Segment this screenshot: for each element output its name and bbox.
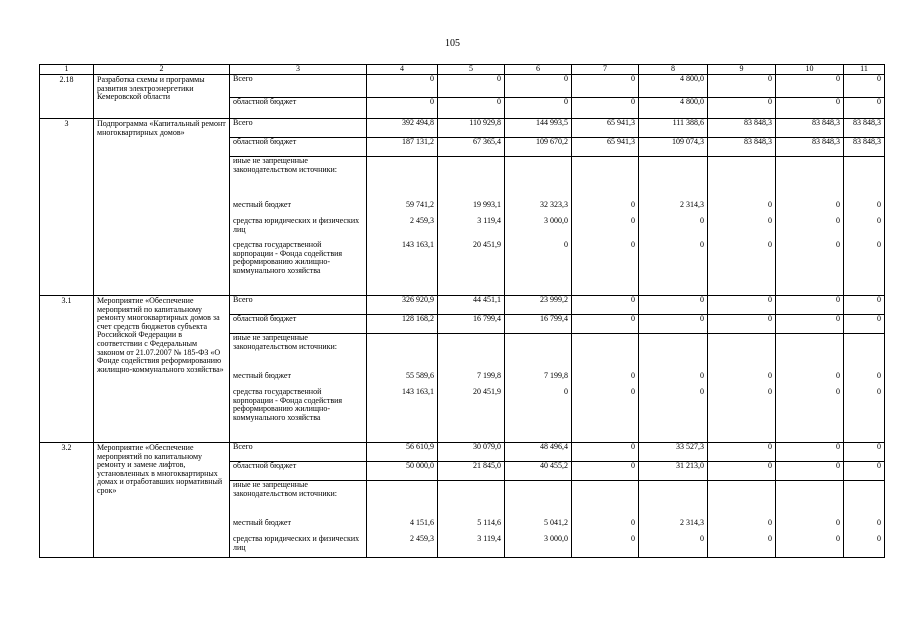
table-row	[40, 119, 885, 138]
value-cell	[844, 75, 885, 98]
amount-value	[639, 157, 707, 201]
amount-value: 83 848,3	[853, 119, 881, 127]
item-name: Подпрограмма «Капитальный ремонт многоквартирных домов»	[94, 119, 230, 296]
value-cell	[639, 119, 708, 138]
value-cell	[844, 443, 885, 462]
value-cell	[505, 157, 572, 296]
value-cell	[639, 296, 708, 315]
amount-value: 0	[631, 535, 635, 543]
funding-source-label: местный бюджет	[233, 372, 291, 380]
amount-value: 0	[631, 462, 635, 470]
row-number: 3	[40, 119, 94, 296]
amount-value: 143 163,1	[402, 241, 434, 249]
value-cell	[844, 315, 885, 334]
value-cell	[572, 481, 639, 558]
value-cell	[776, 119, 844, 138]
amount-value: 0	[877, 372, 881, 380]
amount-value: 0	[836, 201, 840, 209]
table-row	[40, 75, 885, 98]
value-cell	[844, 138, 885, 157]
amount-value	[438, 157, 504, 201]
value-cell	[505, 334, 572, 443]
value-cell	[708, 119, 776, 138]
value-cell	[367, 334, 438, 443]
amount-value: 0	[768, 98, 772, 106]
amount-value: 0	[700, 296, 704, 304]
value-cell	[505, 462, 572, 481]
amount-value	[367, 157, 437, 201]
funding-source-label: Всего	[233, 119, 253, 127]
amount-value: 0	[877, 315, 881, 323]
value-cell	[708, 75, 776, 98]
amount-value: 0	[564, 241, 568, 249]
amount-value: 0	[768, 443, 772, 451]
amount-value: 0	[877, 535, 881, 543]
value-cell	[708, 315, 776, 334]
value-cell	[367, 462, 438, 481]
value-cell	[572, 443, 639, 462]
amount-value: 40 455,2	[540, 462, 568, 470]
amount-value: 0	[631, 388, 635, 396]
amount-value	[367, 481, 437, 519]
amount-value: 21 845,0	[473, 462, 501, 470]
amount-value: 0	[877, 519, 881, 527]
amount-value: 0	[836, 98, 840, 106]
amount-value	[572, 334, 638, 372]
amount-value: 56 610,9	[406, 443, 434, 451]
amount-value: 19 993,1	[473, 201, 501, 209]
value-cell	[367, 443, 438, 462]
amount-value: 0	[631, 296, 635, 304]
amount-value: 5 041,2	[544, 519, 568, 527]
value-cell	[776, 75, 844, 98]
amount-value: 0	[700, 315, 704, 323]
value-cell	[844, 462, 885, 481]
amount-value: 83 848,3	[853, 138, 881, 146]
funding-source-label: иные не запрещенные законодательством источники:	[233, 334, 338, 351]
amount-value: 59 741,2	[406, 201, 434, 209]
amount-value	[776, 481, 843, 519]
amount-value: 0	[631, 443, 635, 451]
funding-source-label: областной бюджет	[233, 315, 297, 323]
value-cell	[639, 138, 708, 157]
amount-value	[505, 334, 571, 372]
amount-value: 4 800,0	[680, 75, 704, 83]
amount-value: 65 941,3	[607, 119, 635, 127]
value-cell	[708, 296, 776, 315]
value-cell	[844, 157, 885, 296]
row-number: 3.2	[40, 443, 94, 558]
value-cell	[438, 138, 505, 157]
value-cell	[572, 315, 639, 334]
value-cell	[776, 443, 844, 462]
value-cell	[708, 481, 776, 558]
funding-source-cell	[230, 138, 367, 157]
amount-value: 187 131,2	[402, 138, 434, 146]
amount-value: 4 151,6	[410, 519, 434, 527]
amount-value: 0	[497, 75, 501, 83]
value-cell	[776, 462, 844, 481]
table-body	[40, 65, 885, 558]
funding-source-label: иные не запрещенные законодательством источники:	[233, 481, 338, 498]
amount-value: 33 527,3	[676, 443, 704, 451]
value-cell	[438, 462, 505, 481]
value-cell	[367, 481, 438, 558]
amount-value: 0	[631, 98, 635, 106]
funding-source-cell	[230, 334, 367, 443]
amount-value: 3 000,0	[544, 217, 568, 225]
funding-source-cell	[230, 75, 367, 98]
amount-value: 0	[768, 241, 772, 249]
amount-value: 0	[836, 372, 840, 380]
amount-value: 0	[877, 98, 881, 106]
value-cell	[639, 75, 708, 98]
funding-source-label: Всего	[233, 75, 253, 83]
value-cell	[367, 75, 438, 98]
amount-value: 0	[877, 201, 881, 209]
amount-value: 48 496,4	[540, 443, 568, 451]
amount-value	[844, 481, 884, 519]
amount-value: 7 199,8	[477, 372, 501, 380]
amount-value: 0	[768, 217, 772, 225]
amount-value: 0	[631, 217, 635, 225]
amount-value: 5 114,6	[477, 519, 501, 527]
value-cell	[639, 98, 708, 119]
amount-value: 0	[768, 388, 772, 396]
value-cell	[844, 119, 885, 138]
column-number-header: 2	[94, 65, 230, 75]
amount-value: 2 459,3	[410, 535, 434, 543]
value-cell	[505, 138, 572, 157]
amount-value: 0	[877, 296, 881, 304]
amount-value	[438, 481, 504, 519]
value-cell	[844, 98, 885, 119]
amount-value: 16 799,4	[473, 315, 501, 323]
funding-source-label: областной бюджет	[233, 462, 297, 470]
amount-value: 0	[768, 296, 772, 304]
value-cell	[505, 75, 572, 98]
amount-value: 3 119,4	[477, 217, 501, 225]
amount-value	[438, 334, 504, 372]
value-cell	[505, 119, 572, 138]
value-cell	[776, 157, 844, 296]
amount-value: 0	[877, 388, 881, 396]
column-number-header: 9	[708, 65, 776, 75]
amount-value: 3 119,4	[477, 535, 501, 543]
amount-value: 2 459,3	[410, 217, 434, 225]
value-cell	[572, 98, 639, 119]
funding-source-label: местный бюджет	[233, 201, 291, 209]
amount-value: 0	[836, 296, 840, 304]
value-cell	[708, 334, 776, 443]
funding-source-cell	[230, 481, 367, 558]
amount-value: 0	[631, 241, 635, 249]
value-cell	[708, 157, 776, 296]
funding-source-cell	[230, 462, 367, 481]
column-number-header: 7	[572, 65, 639, 75]
amount-value: 0	[877, 75, 881, 83]
value-cell	[367, 315, 438, 334]
amount-value: 83 848,3	[812, 119, 840, 127]
value-cell	[639, 315, 708, 334]
amount-value: 0	[631, 315, 635, 323]
value-cell	[505, 296, 572, 315]
value-cell	[505, 98, 572, 119]
amount-value: 0	[836, 241, 840, 249]
amount-value	[708, 334, 775, 372]
value-cell	[776, 315, 844, 334]
row-number: 2.18	[40, 75, 94, 119]
value-cell	[844, 296, 885, 315]
amount-value: 23 999,2	[540, 296, 568, 304]
funding-source-cell	[230, 119, 367, 138]
value-cell	[639, 157, 708, 296]
amount-value: 0	[497, 98, 501, 106]
amount-value: 0	[768, 75, 772, 83]
value-cell	[438, 334, 505, 443]
value-cell	[367, 296, 438, 315]
value-cell	[639, 481, 708, 558]
column-number-header: 1	[40, 65, 94, 75]
amount-value: 2 314,3	[680, 201, 704, 209]
amount-value: 0	[836, 315, 840, 323]
amount-value: 0	[768, 535, 772, 543]
amount-value: 20 451,9	[473, 388, 501, 396]
value-cell	[572, 334, 639, 443]
funding-source-label: областной бюджет	[233, 138, 297, 146]
funding-source-cell	[230, 315, 367, 334]
amount-value: 0	[700, 217, 704, 225]
page-number: 105	[445, 38, 460, 49]
amount-value: 0	[836, 462, 840, 470]
amount-value: 0	[877, 462, 881, 470]
amount-value: 83 848,3	[812, 138, 840, 146]
value-cell	[844, 481, 885, 558]
amount-value	[776, 334, 843, 372]
amount-value	[505, 157, 571, 201]
amount-value: 326 920,9	[402, 296, 434, 304]
amount-value: 0	[768, 315, 772, 323]
amount-value: 143 163,1	[402, 388, 434, 396]
amount-value: 0	[430, 98, 434, 106]
value-cell	[438, 296, 505, 315]
value-cell	[708, 462, 776, 481]
amount-value: 111 388,6	[672, 119, 704, 127]
amount-value	[367, 334, 437, 372]
funding-source-label: местный бюджет	[233, 519, 291, 527]
amount-value	[708, 157, 775, 201]
amount-value: 0	[768, 462, 772, 470]
amount-value: 55 589,6	[406, 372, 434, 380]
column-number-header: 3	[230, 65, 367, 75]
amount-value: 0	[768, 519, 772, 527]
amount-value: 4 800,0	[680, 98, 704, 106]
funding-source-label: областной бюджет	[233, 98, 297, 106]
amount-value	[639, 481, 707, 519]
value-cell	[844, 334, 885, 443]
value-cell	[639, 443, 708, 462]
amount-value	[572, 481, 638, 519]
value-cell	[367, 98, 438, 119]
amount-value: 392 494,8	[402, 119, 434, 127]
value-cell	[776, 334, 844, 443]
amount-value	[844, 334, 884, 372]
value-cell	[572, 138, 639, 157]
value-cell	[708, 443, 776, 462]
value-cell	[505, 443, 572, 462]
amount-value: 83 848,3	[744, 119, 772, 127]
amount-value	[776, 157, 843, 201]
row-number: 3.1	[40, 296, 94, 443]
amount-value: 0	[768, 372, 772, 380]
value-cell	[572, 157, 639, 296]
amount-value: 0	[877, 443, 881, 451]
funding-source-cell	[230, 98, 367, 119]
funding-source-label: средства юридических и физических лиц	[233, 535, 360, 552]
funding-source-label: средства юридических и физических лиц	[233, 217, 360, 234]
item-name: Разработка схемы и программы развития электроэнергетики Кемеровской области	[94, 75, 230, 119]
value-cell	[708, 98, 776, 119]
amount-value: 0	[836, 535, 840, 543]
amount-value	[505, 481, 571, 519]
value-cell	[776, 98, 844, 119]
item-name: Мероприятие «Обеспечение мероприятий по капитальному ремонту и замене лифтов, установленных в многоквартирных домах и отработавших нормативный срок»	[94, 443, 230, 558]
funding-source-label: Всего	[233, 296, 253, 304]
amount-value: 0	[564, 388, 568, 396]
column-number-header: 6	[505, 65, 572, 75]
column-number-header: 4	[367, 65, 438, 75]
value-cell	[572, 75, 639, 98]
funding-source-label: Всего	[233, 443, 253, 451]
value-cell	[438, 157, 505, 296]
amount-value: 109 670,2	[536, 138, 568, 146]
value-cell	[367, 157, 438, 296]
amount-value: 0	[430, 75, 434, 83]
amount-value: 32 323,3	[540, 201, 568, 209]
value-cell	[572, 462, 639, 481]
column-number-header: 5	[438, 65, 505, 75]
value-cell	[438, 315, 505, 334]
value-cell	[438, 98, 505, 119]
value-cell	[776, 481, 844, 558]
table-row	[40, 443, 885, 462]
value-cell	[639, 462, 708, 481]
value-cell	[776, 138, 844, 157]
amount-value: 128 168,2	[402, 315, 434, 323]
value-cell	[505, 315, 572, 334]
amount-value: 0	[700, 535, 704, 543]
value-cell	[639, 334, 708, 443]
amount-value: 0	[564, 98, 568, 106]
amount-value: 144 993,5	[536, 119, 568, 127]
amount-value: 2 314,3	[680, 519, 704, 527]
value-cell	[708, 138, 776, 157]
column-number-header: 8	[639, 65, 708, 75]
budget-table	[39, 64, 885, 558]
amount-value: 67 365,4	[473, 138, 501, 146]
amount-value: 0	[631, 372, 635, 380]
amount-value: 0	[836, 388, 840, 396]
amount-value: 0	[700, 388, 704, 396]
amount-value: 0	[564, 75, 568, 83]
table-row	[40, 296, 885, 315]
amount-value: 83 848,3	[744, 138, 772, 146]
column-number-row	[40, 65, 885, 75]
amount-value: 0	[877, 217, 881, 225]
funding-source-label: средства государственной корпорации - Фонда содействия реформированию жилищно-коммунального хозяйства	[233, 241, 343, 275]
funding-source-cell	[230, 443, 367, 462]
amount-value: 0	[700, 372, 704, 380]
column-number-header: 10	[776, 65, 844, 75]
value-cell	[572, 296, 639, 315]
amount-value: 16 799,4	[540, 315, 568, 323]
amount-value: 65 941,3	[607, 138, 635, 146]
funding-source-label: иные не запрещенные законодательством источники:	[233, 157, 338, 174]
value-cell	[438, 119, 505, 138]
item-name: Мероприятие «Обеспечение мероприятий по капитальному ремонту многоквартирных домов за счет средств бюджетов субъекта Российской Федерации в соответствии с Федеральным законом от 21.07.2007 № 185-ФЗ «О Фонде содействия реформированию жилищно-коммунального хозяйства»	[94, 296, 230, 443]
funding-source-cell	[230, 157, 367, 296]
amount-value: 0	[631, 519, 635, 527]
amount-value	[572, 157, 638, 201]
value-cell	[367, 138, 438, 157]
amount-value: 50 000,0	[406, 462, 434, 470]
amount-value: 0	[631, 75, 635, 83]
value-cell	[438, 443, 505, 462]
value-cell	[367, 119, 438, 138]
amount-value: 0	[836, 217, 840, 225]
amount-value: 30 079,0	[473, 443, 501, 451]
column-number-header: 11	[844, 65, 885, 75]
amount-value: 44 451,1	[473, 296, 501, 304]
amount-value: 0	[700, 241, 704, 249]
amount-value: 3 000,0	[544, 535, 568, 543]
amount-value: 110 929,8	[469, 119, 501, 127]
amount-value: 109 074,3	[672, 138, 704, 146]
value-cell	[438, 75, 505, 98]
amount-value: 0	[877, 241, 881, 249]
value-cell	[505, 481, 572, 558]
value-cell	[572, 119, 639, 138]
amount-value: 0	[836, 75, 840, 83]
amount-value: 0	[836, 519, 840, 527]
amount-value: 20 451,9	[473, 241, 501, 249]
value-cell	[438, 481, 505, 558]
amount-value: 7 199,8	[544, 372, 568, 380]
amount-value: 31 213,0	[676, 462, 704, 470]
amount-value	[844, 157, 884, 201]
amount-value	[639, 334, 707, 372]
amount-value	[708, 481, 775, 519]
value-cell	[776, 296, 844, 315]
funding-source-label: средства государственной корпорации - Фонда содействия реформированию жилищно-коммунального хозяйства	[233, 388, 343, 422]
amount-value: 0	[631, 201, 635, 209]
amount-value: 0	[768, 201, 772, 209]
amount-value: 0	[836, 443, 840, 451]
funding-source-cell	[230, 296, 367, 315]
